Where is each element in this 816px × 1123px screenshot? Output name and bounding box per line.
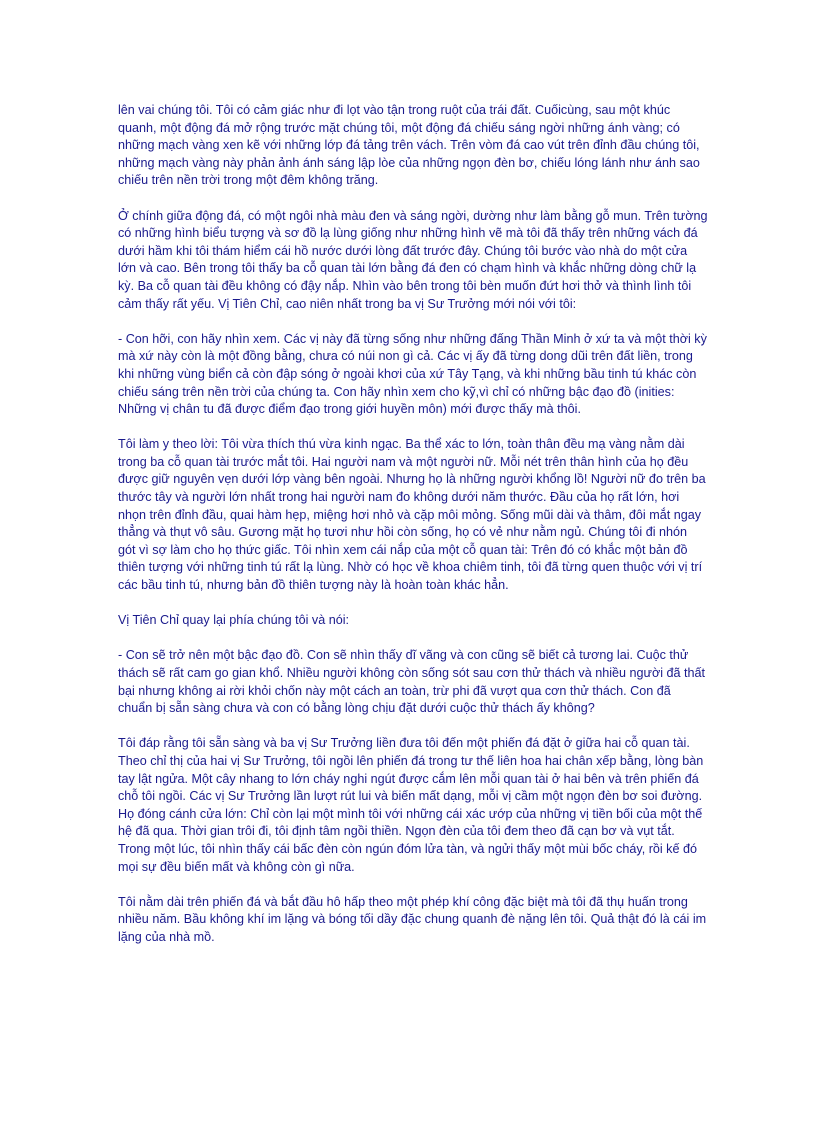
paragraph-5: Vị Tiên Chỉ quay lại phía chúng tôi và nói: <box>118 613 350 628</box>
paragraph-7: Tôi đáp rằng tôi sẵn sàng và ba vị Sư Trưởng liền đưa tôi đến một phiến đá đặt ở giữa hai cỗ quan tài. Theo chỉ thị của hai vị Sư Trưởng, tôi ngồi lên phiến đá trong tư thế liên hoa hai chân xếp bằng, lòng bàn tay lật ngửa. Một cây nhang to lớn cháy nghi ngút được cắm lên mỗi quan tài ở hai bên và trên phiến đá chỗ tôi ngồi. Các vị Sư Trưởng lần lượt rút lui và biến mất dạng, mỗi vị cầm một ngọn đèn bơ soi đường. Họ đóng cánh cửa lớn: Chỉ còn lại một mình tôi với những cái xác ướp của những vị tiền bối của một thế hệ đã qua. Thời gian trôi đi, tôi định tâm ngồi thiền. Ngọn đèn của tôi đem theo đã cạn bơ và vụt tắt. Trong một lúc, tôi nhìn thấy cái bấc đèn còn ngún đóm lửa tàn, và ngửi thấy một mùi bốc cháy, rồi kế đó mọi sự đều biến mất và không còn gì nữa. <box>118 736 704 874</box>
paragraph-1: lên vai chúng tôi. Tôi có cảm giác như đi lọt vào tận trong ruột của trái đất. Cuốicùng, sau một khúc quanh, một động đá mở rộng trước mặt chúng tôi, một động đá chiếu sáng ngời những ánh vàng; có những mạch vàng xen kẽ với những lớp đá tảng trên vách. Trên vòm đá cao vút trên đỉnh đầu chúng tôi, những mạch vàng này phản ảnh ánh sáng lập lòe của những ngọn đèn bơ, chiếu lóng lánh như ánh sao chiếu trên nền trời trong một đêm không trăng. <box>118 103 700 188</box>
paragraph-4: Tôi làm y theo lời: Tôi vừa thích thú vừa kinh ngạc. Ba thể xác to lớn, toàn thân đều mạ vàng nằm dài trong ba cỗ quan tài trước mắt tôi. Hai người nam và một người nữ. Mỗi nét trên thân hình của họ đều được giữ nguyên vẹn dưới lớp vàng bên ngoài. Nhưng họ là những người khổng lồ! Người nữ đo trên ba thước tây và người lớn nhất trong hai người nam đo không dưới năm thước. Đầu của họ rất lớn, hơi nhọn trên đỉnh đầu, quai hàm hẹp, miệng hơi nhỏ và cặp môi mỏng. Sống mũi dài và thâm, đôi mắt ngay thẳng và thụt vô sâu. Gương mặt họ tươi như hồi còn sống, họ có vẻ như nằm ngủ. Chúng tôi đi nhón gót vì sợ làm cho họ thức giấc. Tôi nhìn xem cái nắp của một cỗ quan tài: Trên đó có khắc một bản đồ thiên tượng với những tinh tú rất lạ lùng. Nhờ có học về khoa chiêm tinh, tôi đã từng quen thuộc với vị trí các bầu tinh tú, nhưng bản đồ thiên tượng này là hoàn toàn khác hẳn. <box>118 437 706 593</box>
document-page <box>118 102 708 964</box>
paragraph-8: Tôi nằm dài trên phiến đá và bắt đầu hô hấp theo một phép khí công đặc biệt mà tôi đã thụ huấn trong nhiều năm. Bầu không khí im lặng và bóng tối dầy đặc chung quanh đè nặng lên tôi. Quả thật đó là cái im lặng của nhà mồ. <box>118 894 707 944</box>
paragraph-3: - Con hỡi, con hãy nhìn xem. Các vị này đã từng sống như những đấng Thần Minh ở xứ ta và một thời kỳ mà xứ này còn là một đồng bằng, chưa có núi non gì cả. Các vị ấy đã từng dong dũi trên đất liền, trong khi những vùng biển cả còn đập sóng ở ngoài khơi của xứ Tây Tạng, và khi những bầu tinh tú khác còn chiếu sáng trên nền trời của chúng ta. Con hãy nhìn xem cho kỹ,vì chỉ có những bậc đạo đồ (inities: Những vị chân tu đã được điểm đạo trong giới huyền môn) mới được thấy mà thôi. <box>118 331 707 417</box>
paragraph-2: Ở chính giữa động đá, có một ngôi nhà màu đen và sáng ngời, dường như làm bằng gỗ mun. Trên tường có những hình biểu tượng và sơ đồ lạ lùng giống như những hình vẽ mà tôi đã thấy trên những vách đá dưới hầm khi tôi thám hiểm cái hồ nước dưới lòng đất trước đây. Chúng tôi bước vào nhà do một cửa lớn và cao. Bên trong tôi thấy ba cỗ quan tài lớn bằng đá đen có chạm hình và khắc những dòng chữ lạ kỳ. Ba cỗ quan tài đều không có đậy nắp. Nhìn vào bên trong tôi bèn muốn đứt hơi thở và thình lình tôi cảm thấy rất yếu. Vị Tiên Chỉ, cao niên nhất trong ba vị Sư Trưởng mới nói với tôi: <box>118 208 708 311</box>
paragraph-6: - Con sẽ trở nên một bậc đạo đồ. Con sẽ nhìn thấy dĩ vãng và con cũng sẽ biết cả tương lai. Cuộc thử thách sẽ rất cam go gian khổ. Nhiều người không còn sống sót sau cơn thử thách và nhiều người đã thất bại nhưng không ai rời khỏi chốn này một cách an toàn, trừ phi đã vượt qua cơn thử thách. Con đã chuẩn bị sẵn sàng chưa và con có bằng lòng chịu đặt dưới cuộc thử thách ấy không? <box>118 648 706 716</box>
